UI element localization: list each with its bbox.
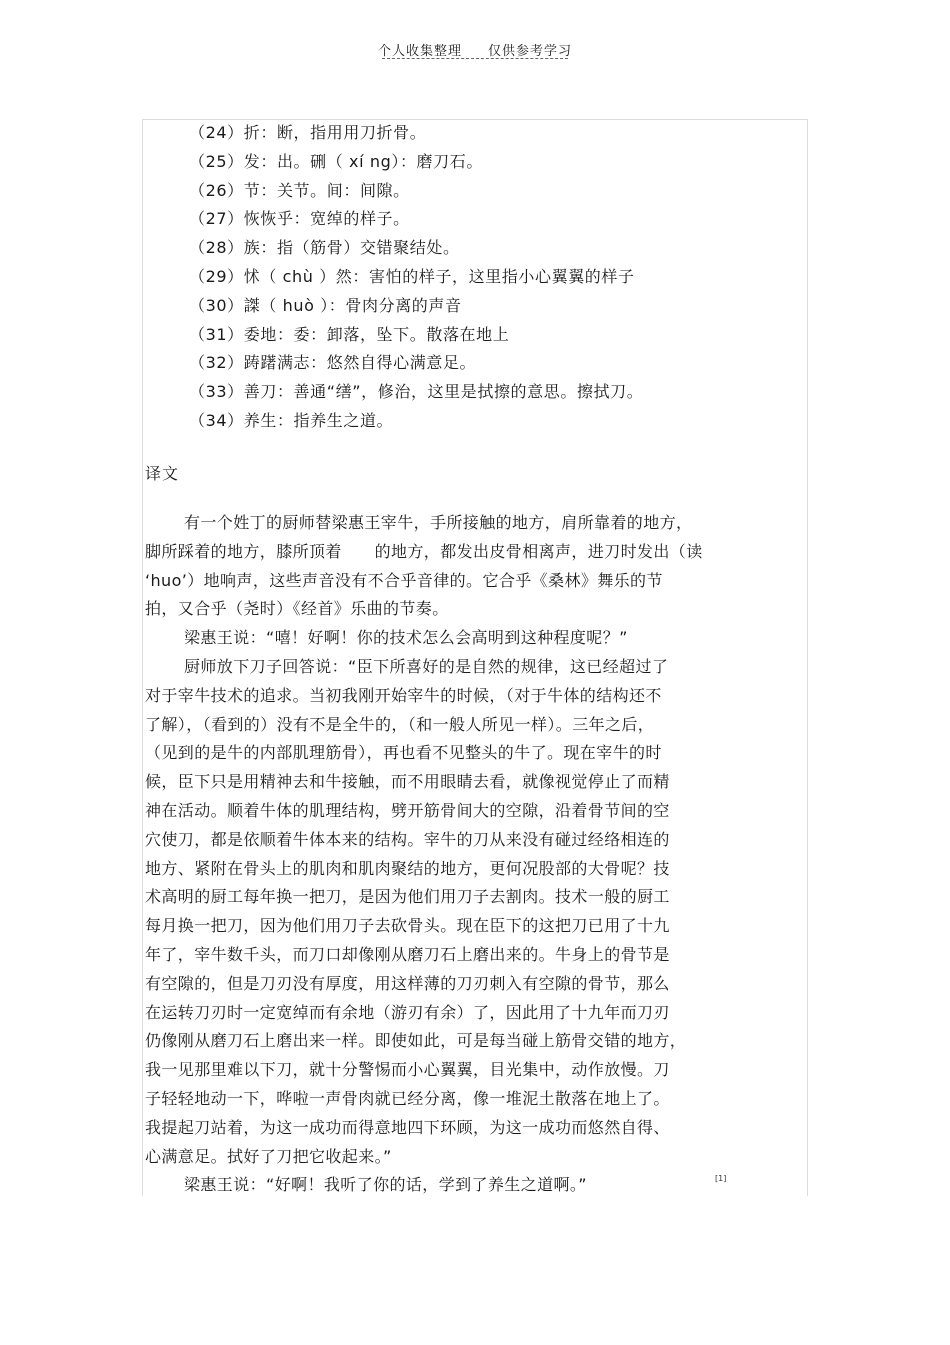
note-item: （32）踌躇满志：悠然自得心满意足。 — [189, 353, 477, 373]
header-right-text: 仅供参考学习 — [488, 44, 573, 59]
translation-line: 地方、紧附在骨头上的肌肉和肌肉聚结的地方，更何况股部的大骨呢？技 — [145, 858, 670, 878]
footnote-marker: [1] — [715, 1174, 727, 1183]
translation-line: 我一见那里难以下刀，就十分警惕而小心翼翼，目光集中，动作放慢。刀 — [145, 1060, 670, 1080]
note-item: （24）折：断，指用用刀折骨。 — [189, 123, 427, 142]
translation-line: 了解），（看到的）没有不是全牛的，（和一般人所见一样）。三年之后， — [145, 714, 655, 734]
translation-line: 脚所踩着的地方，膝所顶着 的地方，都发出皮骨相离声，进刀时发出（读 — [145, 541, 703, 561]
translation-line: 术高明的厨工每年换一把刀，是因为他们用刀子去割肉。技术一般的厨工 — [145, 887, 670, 907]
note-item: （25）发：出。硎（ xí ng）：磨刀石。 — [189, 151, 483, 171]
header-left-text: 个人收集整理 — [377, 44, 462, 59]
translation-line: 拍，又合乎（尧时）《经首》乐曲的节奏。 — [145, 599, 449, 619]
translation-line: 对于宰牛技术的追求。当初我刚开始宰牛的时候，（对于牛体的结构还不 — [145, 685, 662, 705]
translation-line: 梁惠王说：“嘻！好啊！你的技术怎么会高明到这种程度呢？” — [184, 628, 628, 648]
translation-line: 神在活动。顺着牛体的肌理结构，劈开筋骨间大的空隙，沿着骨节间的空 — [145, 800, 670, 820]
translation-line: 年了，宰牛数千头，而刀口却像刚从磨刀石上磨出来的。牛身上的骨节是 — [145, 944, 670, 964]
translation-line: 我提起刀站着，为这一成功而得意地四下环顾，为这一成功而悠然自得、 — [145, 1117, 670, 1137]
translation-line: 子轻轻地动一下，哗啦一声骨肉就已经分离，像一堆泥土散落在地上了。 — [145, 1088, 670, 1108]
translation-line: 每月换一把刀，因为他们用刀子去砍骨头。现在臣下的这把刀已用了十九 — [145, 916, 670, 936]
note-item: （31）委地：委：卸落，坠下。散落在地上 — [189, 324, 510, 344]
note-item: （26）节：关节。间：间隙。 — [189, 180, 410, 200]
translation-line: 候，臣下只是用精神去和牛接触，而不用眼睛去看，就像视觉停止了而精 — [145, 772, 670, 792]
translation-line: 梁惠王说：“好啊！我听了你的话，学到了养生之道啊。” — [184, 1175, 587, 1195]
header-divider — [382, 58, 568, 59]
translation-line: （见到的是牛的内部肌理筋骨），再也看不见整头的牛了。现在宰牛的时 — [145, 743, 662, 763]
translation-line: 心满意足。拭好了刀把它收起来。” — [145, 1146, 392, 1166]
note-item: （30）謋（ huò ）：骨肉分离的声音 — [189, 295, 462, 315]
annotation-list — [189, 119, 643, 436]
note-item: （27）恢恢乎：宽绰的样子。 — [189, 209, 410, 229]
translation-line: 有一个姓丁的厨师替梁惠王宰牛，手所接触的地方，肩所靠着的地方， — [184, 513, 693, 532]
note-item: （28）族：指（筋骨）交错聚结处。 — [189, 238, 460, 258]
translation-line: 在运转刀刃时一定宽绰而有余地（游刃有余）了，因此用了十九年而刀刃 — [145, 1002, 670, 1022]
note-item: （34）养生：指养生之道。 — [189, 410, 394, 430]
translation-line: 仍像刚从磨刀石上磨出来一样。即使如此，可是每当碰上筋骨交错的地方， — [145, 1031, 687, 1051]
translation-text — [145, 509, 763, 1200]
translation-line: 有空隙的，但是刀刃没有厚度，用这样薄的刀刃刺入有空隙的骨节，那么 — [145, 973, 670, 993]
note-item: （33）善刀：善通“缮”，修治，这里是拭擦的意思。擦拭刀。 — [189, 382, 644, 402]
note-item: （29）怵（ chù ）然：害怕的样子，这里指小心翼翼的样子 — [189, 266, 635, 286]
translation-line: 穴使刀，都是依顺着牛体本来的结构。宰牛的刀从来没有碰过经络相连的 — [145, 829, 670, 849]
page-header — [0, 40, 950, 59]
translation-line: 厨师放下刀子回答说：“臣下所喜好的是自然的规律，这已经超过了 — [184, 656, 669, 676]
translation-line: ‘huo’）地响声，这些声音没有不合乎音律的。它合乎《桑林》舞乐的节 — [145, 570, 663, 590]
section-title: 译文 — [145, 464, 180, 483]
